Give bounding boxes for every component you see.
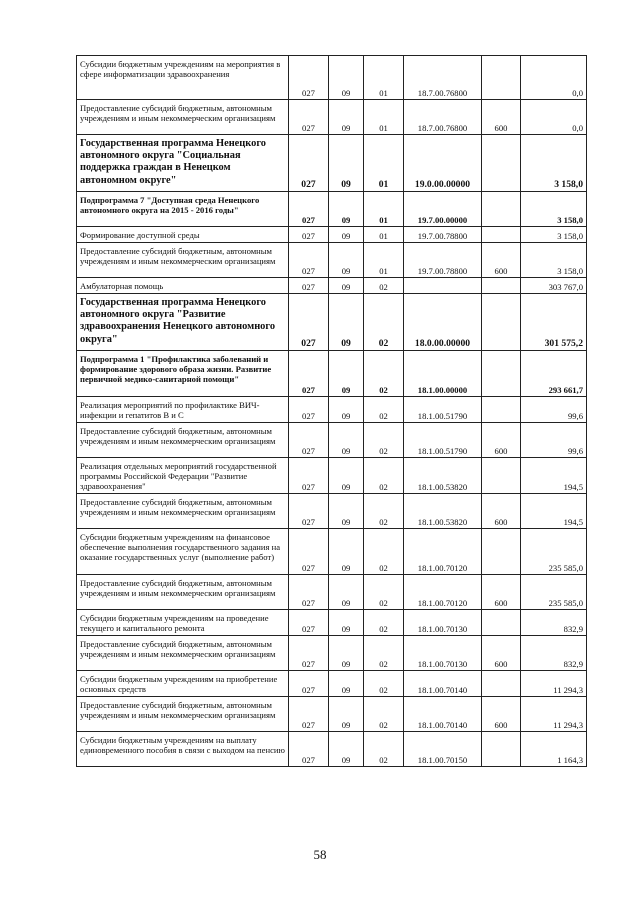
cell-amount: 194,5	[521, 458, 587, 494]
table-row	[77, 192, 587, 227]
cell-ministry-code: 027	[289, 397, 329, 423]
cell-section: 09	[329, 458, 364, 494]
cell-expense-type	[482, 192, 521, 227]
table-row	[77, 397, 587, 423]
cell-amount: 3 158,0	[521, 135, 587, 192]
cell-name: Субсидии бюджетным учреждениям на финансовое обеспечение выполнения государственного задания на оказание государственных услуг (выполнение работ)	[77, 529, 289, 575]
cell-name: Предоставление субсидий бюджетным, автономным учреждениям и иным некоммерческим организациям	[77, 243, 289, 278]
cell-ministry-code: 027	[289, 575, 329, 610]
table-row	[77, 458, 587, 494]
cell-expense-type	[482, 458, 521, 494]
cell-ministry-code: 027	[289, 636, 329, 671]
cell-section: 09	[329, 243, 364, 278]
table-row	[77, 423, 587, 458]
cell-target-article: 18.1.00.70150	[404, 732, 482, 767]
cell-subsection: 02	[364, 458, 404, 494]
cell-name: Предоставление субсидий бюджетным, автономным учреждениям и иным некоммерческим организациям	[77, 697, 289, 732]
cell-expense-type	[482, 278, 521, 294]
cell-amount: 11 294,3	[521, 697, 587, 732]
cell-section: 09	[329, 278, 364, 294]
cell-subsection: 01	[364, 227, 404, 243]
table-row	[77, 697, 587, 732]
cell-subsection: 02	[364, 278, 404, 294]
cell-target-article: 19.7.00.00000	[404, 192, 482, 227]
cell-amount: 301 575,2	[521, 294, 587, 351]
cell-subsection: 02	[364, 732, 404, 767]
table-row	[77, 575, 587, 610]
cell-expense-type: 600	[482, 423, 521, 458]
cell-subsection: 02	[364, 494, 404, 529]
cell-expense-type	[482, 397, 521, 423]
cell-section: 09	[329, 294, 364, 351]
cell-target-article: 18.1.00.00000	[404, 351, 482, 397]
cell-name: Субсидии бюджетным учреждениям на мероприятия в сфере информатизации здравоохранения	[77, 56, 289, 100]
cell-amount: 99,6	[521, 423, 587, 458]
cell-amount: 832,9	[521, 636, 587, 671]
cell-ministry-code: 027	[289, 671, 329, 697]
table-row	[77, 610, 587, 636]
cell-section: 09	[329, 100, 364, 135]
table-row	[77, 100, 587, 135]
cell-amount: 303 767,0	[521, 278, 587, 294]
table-row	[77, 243, 587, 278]
cell-name: Предоставление субсидий бюджетным, автономным учреждениям и иным некоммерческим организациям	[77, 494, 289, 529]
cell-name: Реализация отдельных мероприятий государственной программы Российской Федерации "Развитие здравоохранения"	[77, 458, 289, 494]
cell-ministry-code: 027	[289, 351, 329, 397]
cell-ministry-code: 027	[289, 458, 329, 494]
cell-expense-type: 600	[482, 494, 521, 529]
cell-subsection: 02	[364, 351, 404, 397]
cell-ministry-code: 027	[289, 278, 329, 294]
cell-name: Подпрограмма 1 "Профилактика заболеваний и формирование здорового образа жизни. Развитие первичной медико-санитарной помощи"	[77, 351, 289, 397]
cell-subsection: 01	[364, 243, 404, 278]
cell-section: 09	[329, 227, 364, 243]
cell-subsection: 01	[364, 100, 404, 135]
cell-target-article: 18.1.00.51790	[404, 423, 482, 458]
cell-ministry-code: 027	[289, 192, 329, 227]
cell-ministry-code: 027	[289, 135, 329, 192]
table-row	[77, 494, 587, 529]
table-row	[77, 351, 587, 397]
cell-amount: 194,5	[521, 494, 587, 529]
cell-subsection: 02	[364, 529, 404, 575]
cell-subsection: 02	[364, 575, 404, 610]
cell-section: 09	[329, 56, 364, 100]
cell-name: Формирование доступной среды	[77, 227, 289, 243]
cell-amount: 3 158,0	[521, 227, 587, 243]
cell-ministry-code: 027	[289, 100, 329, 135]
cell-amount: 1 164,3	[521, 732, 587, 767]
cell-target-article: 18.1.00.70120	[404, 575, 482, 610]
cell-ministry-code: 027	[289, 56, 329, 100]
cell-ministry-code: 027	[289, 529, 329, 575]
cell-subsection: 01	[364, 56, 404, 100]
cell-name: Подпрограмма 7 "Доступная среда Ненецкого автономного округа на 2015 - 2016 годы"	[77, 192, 289, 227]
cell-expense-type	[482, 294, 521, 351]
budget-table	[76, 55, 587, 767]
cell-section: 09	[329, 697, 364, 732]
cell-subsection: 02	[364, 671, 404, 697]
cell-subsection: 02	[364, 423, 404, 458]
page-number: 58	[313, 847, 327, 862]
cell-section: 09	[329, 397, 364, 423]
cell-name: Предоставление субсидий бюджетным, автономным учреждениям и иным некоммерческим организациям	[77, 636, 289, 671]
cell-expense-type: 600	[482, 243, 521, 278]
cell-target-article: 18.1.00.70140	[404, 697, 482, 732]
cell-target-article: 18.0.00.00000	[404, 294, 482, 351]
cell-name: Субсидии бюджетным учреждениям на выплату единовременного пособия в связи с выходом на пенсию	[77, 732, 289, 767]
cell-name: Предоставление субсидий бюджетным, автономным учреждениям и иным некоммерческим организациям	[77, 100, 289, 135]
cell-section: 09	[329, 192, 364, 227]
cell-section: 09	[329, 610, 364, 636]
cell-target-article: 18.7.00.76800	[404, 100, 482, 135]
cell-subsection: 02	[364, 636, 404, 671]
cell-ministry-code: 027	[289, 697, 329, 732]
cell-name: Реализация мероприятий по профилактике ВИЧ-инфекции и гепатитов B и C	[77, 397, 289, 423]
cell-ministry-code: 027	[289, 610, 329, 636]
cell-section: 09	[329, 351, 364, 397]
cell-target-article	[404, 278, 482, 294]
cell-ministry-code: 027	[289, 423, 329, 458]
cell-target-article: 18.1.00.70120	[404, 529, 482, 575]
cell-expense-type	[482, 610, 521, 636]
cell-amount: 11 294,3	[521, 671, 587, 697]
cell-section: 09	[329, 575, 364, 610]
cell-subsection: 02	[364, 397, 404, 423]
table-row	[77, 278, 587, 294]
cell-expense-type	[482, 732, 521, 767]
cell-name: Субсидии бюджетным учреждениям на приобретение основных средств	[77, 671, 289, 697]
cell-subsection: 02	[364, 697, 404, 732]
cell-target-article: 18.1.00.70130	[404, 636, 482, 671]
cell-target-article: 18.1.00.51790	[404, 397, 482, 423]
cell-name: Субсидии бюджетным учреждениям на проведение текущего и капитального ремонта	[77, 610, 289, 636]
table-row	[77, 294, 587, 351]
cell-section: 09	[329, 423, 364, 458]
cell-ministry-code: 027	[289, 294, 329, 351]
cell-expense-type: 600	[482, 636, 521, 671]
table-row	[77, 529, 587, 575]
cell-target-article: 18.1.00.53820	[404, 494, 482, 529]
cell-subsection: 01	[364, 135, 404, 192]
cell-amount: 235 585,0	[521, 575, 587, 610]
cell-target-article: 19.0.00.00000	[404, 135, 482, 192]
cell-amount: 0,0	[521, 100, 587, 135]
cell-amount: 3 158,0	[521, 192, 587, 227]
cell-section: 09	[329, 135, 364, 192]
cell-target-article: 18.1.00.53820	[404, 458, 482, 494]
table-row	[77, 636, 587, 671]
table-row	[77, 671, 587, 697]
cell-amount: 99,6	[521, 397, 587, 423]
cell-subsection: 02	[364, 610, 404, 636]
cell-section: 09	[329, 636, 364, 671]
cell-target-article: 18.7.00.76800	[404, 56, 482, 100]
cell-section: 09	[329, 529, 364, 575]
cell-ministry-code: 027	[289, 732, 329, 767]
cell-expense-type: 600	[482, 575, 521, 610]
cell-target-article: 18.1.00.70140	[404, 671, 482, 697]
table-row	[77, 732, 587, 767]
cell-subsection: 02	[364, 294, 404, 351]
cell-expense-type	[482, 135, 521, 192]
cell-ministry-code: 027	[289, 494, 329, 529]
cell-subsection: 01	[364, 192, 404, 227]
cell-expense-type: 600	[482, 697, 521, 732]
cell-amount: 832,9	[521, 610, 587, 636]
cell-ministry-code: 027	[289, 227, 329, 243]
cell-expense-type	[482, 671, 521, 697]
cell-name: Предоставление субсидий бюджетным, автономным учреждениям и иным некоммерческим организациям	[77, 575, 289, 610]
cell-ministry-code: 027	[289, 243, 329, 278]
cell-section: 09	[329, 732, 364, 767]
cell-name: Предоставление субсидий бюджетным, автономным учреждениям и иным некоммерческим организациям	[77, 423, 289, 458]
cell-amount: 3 158,0	[521, 243, 587, 278]
cell-expense-type: 600	[482, 100, 521, 135]
cell-name: Амбулаторная помощь	[77, 278, 289, 294]
cell-name: Государственная программа Ненецкого автономного округа "Социальная поддержка граждан в Ненецком автономном округе"	[77, 135, 289, 192]
cell-section: 09	[329, 671, 364, 697]
cell-expense-type	[482, 56, 521, 100]
table-row	[77, 227, 587, 243]
cell-amount: 293 661,7	[521, 351, 587, 397]
cell-amount: 235 585,0	[521, 529, 587, 575]
cell-target-article: 19.7.00.78800	[404, 243, 482, 278]
cell-name: Государственная программа Ненецкого автономного округа "Развитие здравоохранения Ненецкого автономного округа"	[77, 294, 289, 351]
cell-expense-type	[482, 529, 521, 575]
cell-expense-type	[482, 227, 521, 243]
table-row	[77, 135, 587, 192]
cell-section: 09	[329, 494, 364, 529]
cell-target-article: 19.7.00.78800	[404, 227, 482, 243]
cell-expense-type	[482, 351, 521, 397]
table-row	[77, 56, 587, 100]
table-body	[77, 56, 587, 767]
cell-target-article: 18.1.00.70130	[404, 610, 482, 636]
cell-amount: 0,0	[521, 56, 587, 100]
